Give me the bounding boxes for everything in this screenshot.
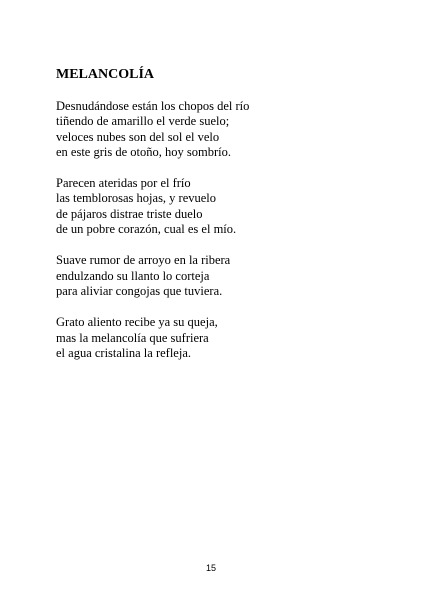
poem-line: las temblorosas hojas, y revuelo bbox=[56, 191, 217, 206]
poem-line: Grato aliento recibe ya su queja, bbox=[56, 315, 218, 330]
stanza-1 bbox=[56, 99, 386, 160]
poem-line: de pájaros distrae triste duelo bbox=[56, 206, 203, 221]
poem-line: mas la melancolía que sufriera bbox=[56, 330, 209, 345]
poem-body bbox=[56, 99, 386, 377]
poem-line: Suave rumor de arroyo en la ribera bbox=[56, 253, 231, 268]
poem-line: tiñendo de amarillo el verde suelo; bbox=[56, 114, 230, 129]
poem-line: en este gris de otoño, hoy sombrío. bbox=[56, 144, 231, 159]
poem-line: veloces nubes son del sol el velo bbox=[56, 129, 220, 144]
poem-line: endulzando su llanto lo corteja bbox=[56, 268, 210, 283]
poem-line: Parecen ateridas por el frío bbox=[56, 176, 191, 191]
poem-line: Desnudándose están los chopos del río bbox=[56, 99, 250, 113]
stanza-2 bbox=[56, 176, 386, 237]
poem-line: para aliviar congojas que tuviera. bbox=[56, 283, 223, 298]
poem-line: de un pobre corazón, cual es el mío. bbox=[56, 222, 237, 237]
poem-line: el agua cristalina la refleja. bbox=[56, 345, 191, 360]
stanza-3 bbox=[56, 253, 386, 299]
stanza-4 bbox=[56, 315, 386, 361]
poem-title: MELANCOLÍA bbox=[56, 67, 155, 82]
page-number: 15 bbox=[205, 563, 216, 573]
